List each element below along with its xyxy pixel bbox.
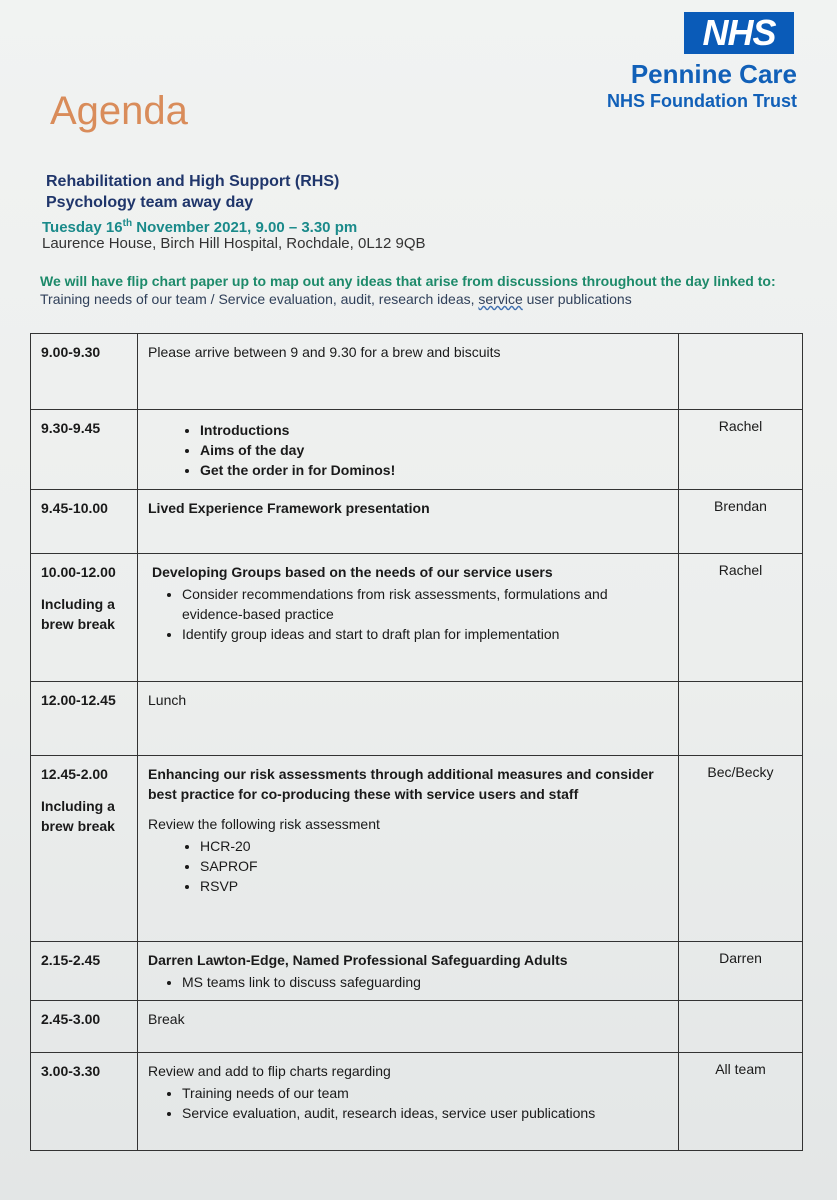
- activity-cell: Darren Lawton-Edge, Named Professional Safeguarding Adults • MS teams link to discuss safeguarding: [138, 942, 679, 1001]
- activity-cell: Lunch: [138, 682, 679, 756]
- lead-cell: [679, 334, 803, 410]
- org-subtitle: NHS Foundation Trust: [607, 91, 797, 111]
- nhs-logo: NHS: [684, 12, 794, 54]
- table-row: [31, 554, 803, 682]
- lead-cell: [679, 682, 803, 756]
- time-cell: 9.30-9.45: [31, 410, 138, 490]
- activity-cell: Developing Groups based on the needs of our service users • Consider recommendations from risk assessments, formulations and evidence-based practice • Identify group ideas and start to draft plan for implementation: [138, 554, 679, 682]
- org-name: Pennine Care: [630, 59, 797, 89]
- time-cell: 12.45-2.00 Including a brew break: [31, 756, 138, 942]
- time-cell: 10.00-12.00 Including a brew break: [31, 554, 138, 682]
- activity-cell: Lived Experience Framework presentation: [138, 490, 679, 554]
- table-row: [31, 410, 803, 490]
- heading-event: Psychology team away day: [46, 194, 254, 211]
- lead-cell: Bec/Becky: [679, 756, 803, 942]
- agenda-table: [30, 333, 803, 1151]
- lead-cell: Darren: [679, 942, 803, 1001]
- lead-cell: All team: [679, 1053, 803, 1151]
- page-title: Agenda: [50, 89, 188, 133]
- table-row: [31, 1001, 803, 1053]
- time-cell: 3.00-3.30: [31, 1053, 138, 1151]
- intro-paragraph: We will have flip chart paper up to map out any ideas that arise from discussions throughout the day linked to: Training needs of our team / Service evaluation, audit, research ideas, service user publications: [40, 273, 776, 307]
- table-row: [31, 490, 803, 554]
- activity-cell: Enhancing our risk assessments through additional measures and consider best practice for co-producing these with service users and staff Review the following risk assessment • HCR-20 • SAPROF • RSVP: [138, 756, 679, 942]
- event-address: Laurence House, Birch Hill Hospital, Rochdale, 0L12 9QB: [42, 235, 426, 252]
- activity-cell: Please arrive between 9 and 9.30 for a brew and biscuits: [138, 334, 679, 410]
- time-cell: 2.45-3.00: [31, 1001, 138, 1053]
- heading-team: Rehabilitation and High Support (RHS): [46, 173, 340, 190]
- table-row: [31, 942, 803, 1001]
- time-cell: 9.00-9.30: [31, 334, 138, 410]
- table-row: [31, 1053, 803, 1151]
- activity-cell: Break: [138, 1001, 679, 1053]
- lead-cell: [679, 1001, 803, 1053]
- time-cell: 9.45-10.00: [31, 490, 138, 554]
- activity-cell: Review and add to flip charts regarding • Training needs of our team • Service evaluation, audit, research ideas, service user publications: [138, 1053, 679, 1151]
- table-row: [31, 334, 803, 410]
- time-cell: 12.00-12.45: [31, 682, 138, 756]
- lead-cell: Rachel: [679, 554, 803, 682]
- table-row: [31, 682, 803, 756]
- activity-cell: • Introductions • Aims of the day • Get the order in for Dominos!: [138, 410, 679, 490]
- lead-cell: Rachel: [679, 410, 803, 490]
- event-date: Tuesday 16th November 2021, 9.00 – 3.30 pm: [42, 218, 358, 236]
- table-row: [31, 756, 803, 942]
- lead-cell: Brendan: [679, 490, 803, 554]
- time-cell: 2.15-2.45: [31, 942, 138, 1001]
